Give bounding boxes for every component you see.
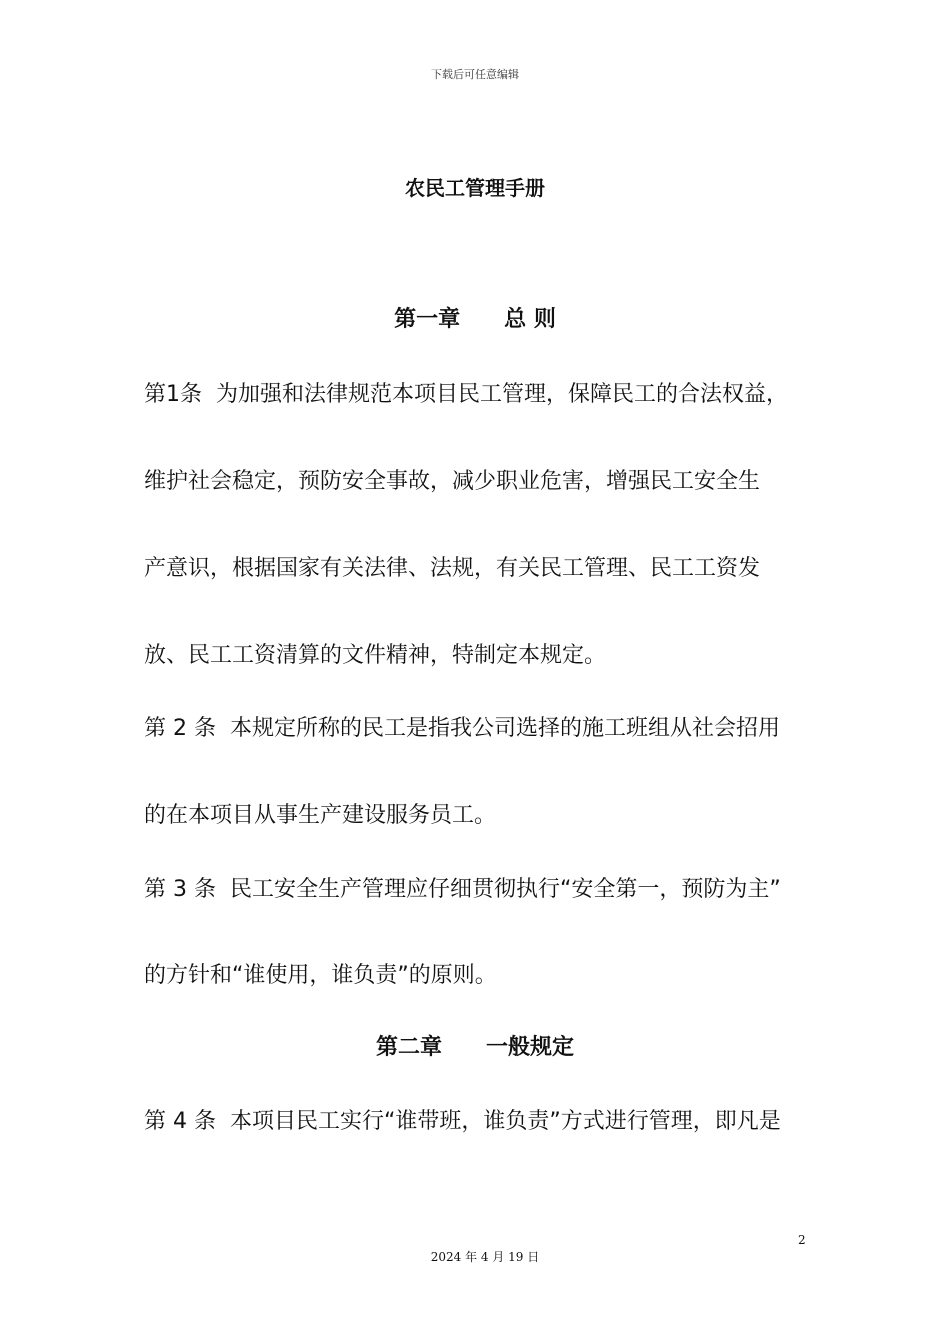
footer-date: 2024 年 4 月 19 日 (430, 1250, 540, 1264)
article-2-line-1: 第 2 条 本规定所称的民工是指我公司选择的施工班组从社会招用 (144, 716, 780, 741)
page-number: 2 (798, 1233, 806, 1247)
header-note: 下载后可任意编辑 (431, 68, 519, 81)
article-3-line-2: 的方针和“谁使用，谁负责”的原则。 (144, 963, 497, 988)
article-1-line-1: 第1条 为加强和法律规范本项目民工管理，保障民工的合法权益， (144, 382, 788, 407)
article-1-line-4: 放、民工工资清算的文件精神，特制定本规定。 (144, 643, 607, 668)
article-3-line-1: 第 3 条 民工安全生产管理应仔细贯彻执行“安全第一，预防为主” (144, 877, 781, 902)
document-title: 农民工管理手册 (405, 176, 545, 200)
article-2-line-2: 的在本项目从事生产建设服务员工。 (144, 803, 497, 828)
article-1-line-3: 产意识，根据国家有关法律、法规，有关民工管理、民工工资发 (144, 556, 761, 581)
chapter-2-heading: 第二章 一般规定 (375, 1035, 574, 1060)
chapter-1-heading: 第一章 总 则 (394, 307, 556, 332)
article-1-line-2: 维护社会稳定，预防安全事故，减少职业危害，增强民工安全生 (144, 469, 761, 494)
article-4-line-1: 第 4 条 本项目民工实行“谁带班，谁负责”方式进行管理，即凡是 (144, 1109, 781, 1134)
